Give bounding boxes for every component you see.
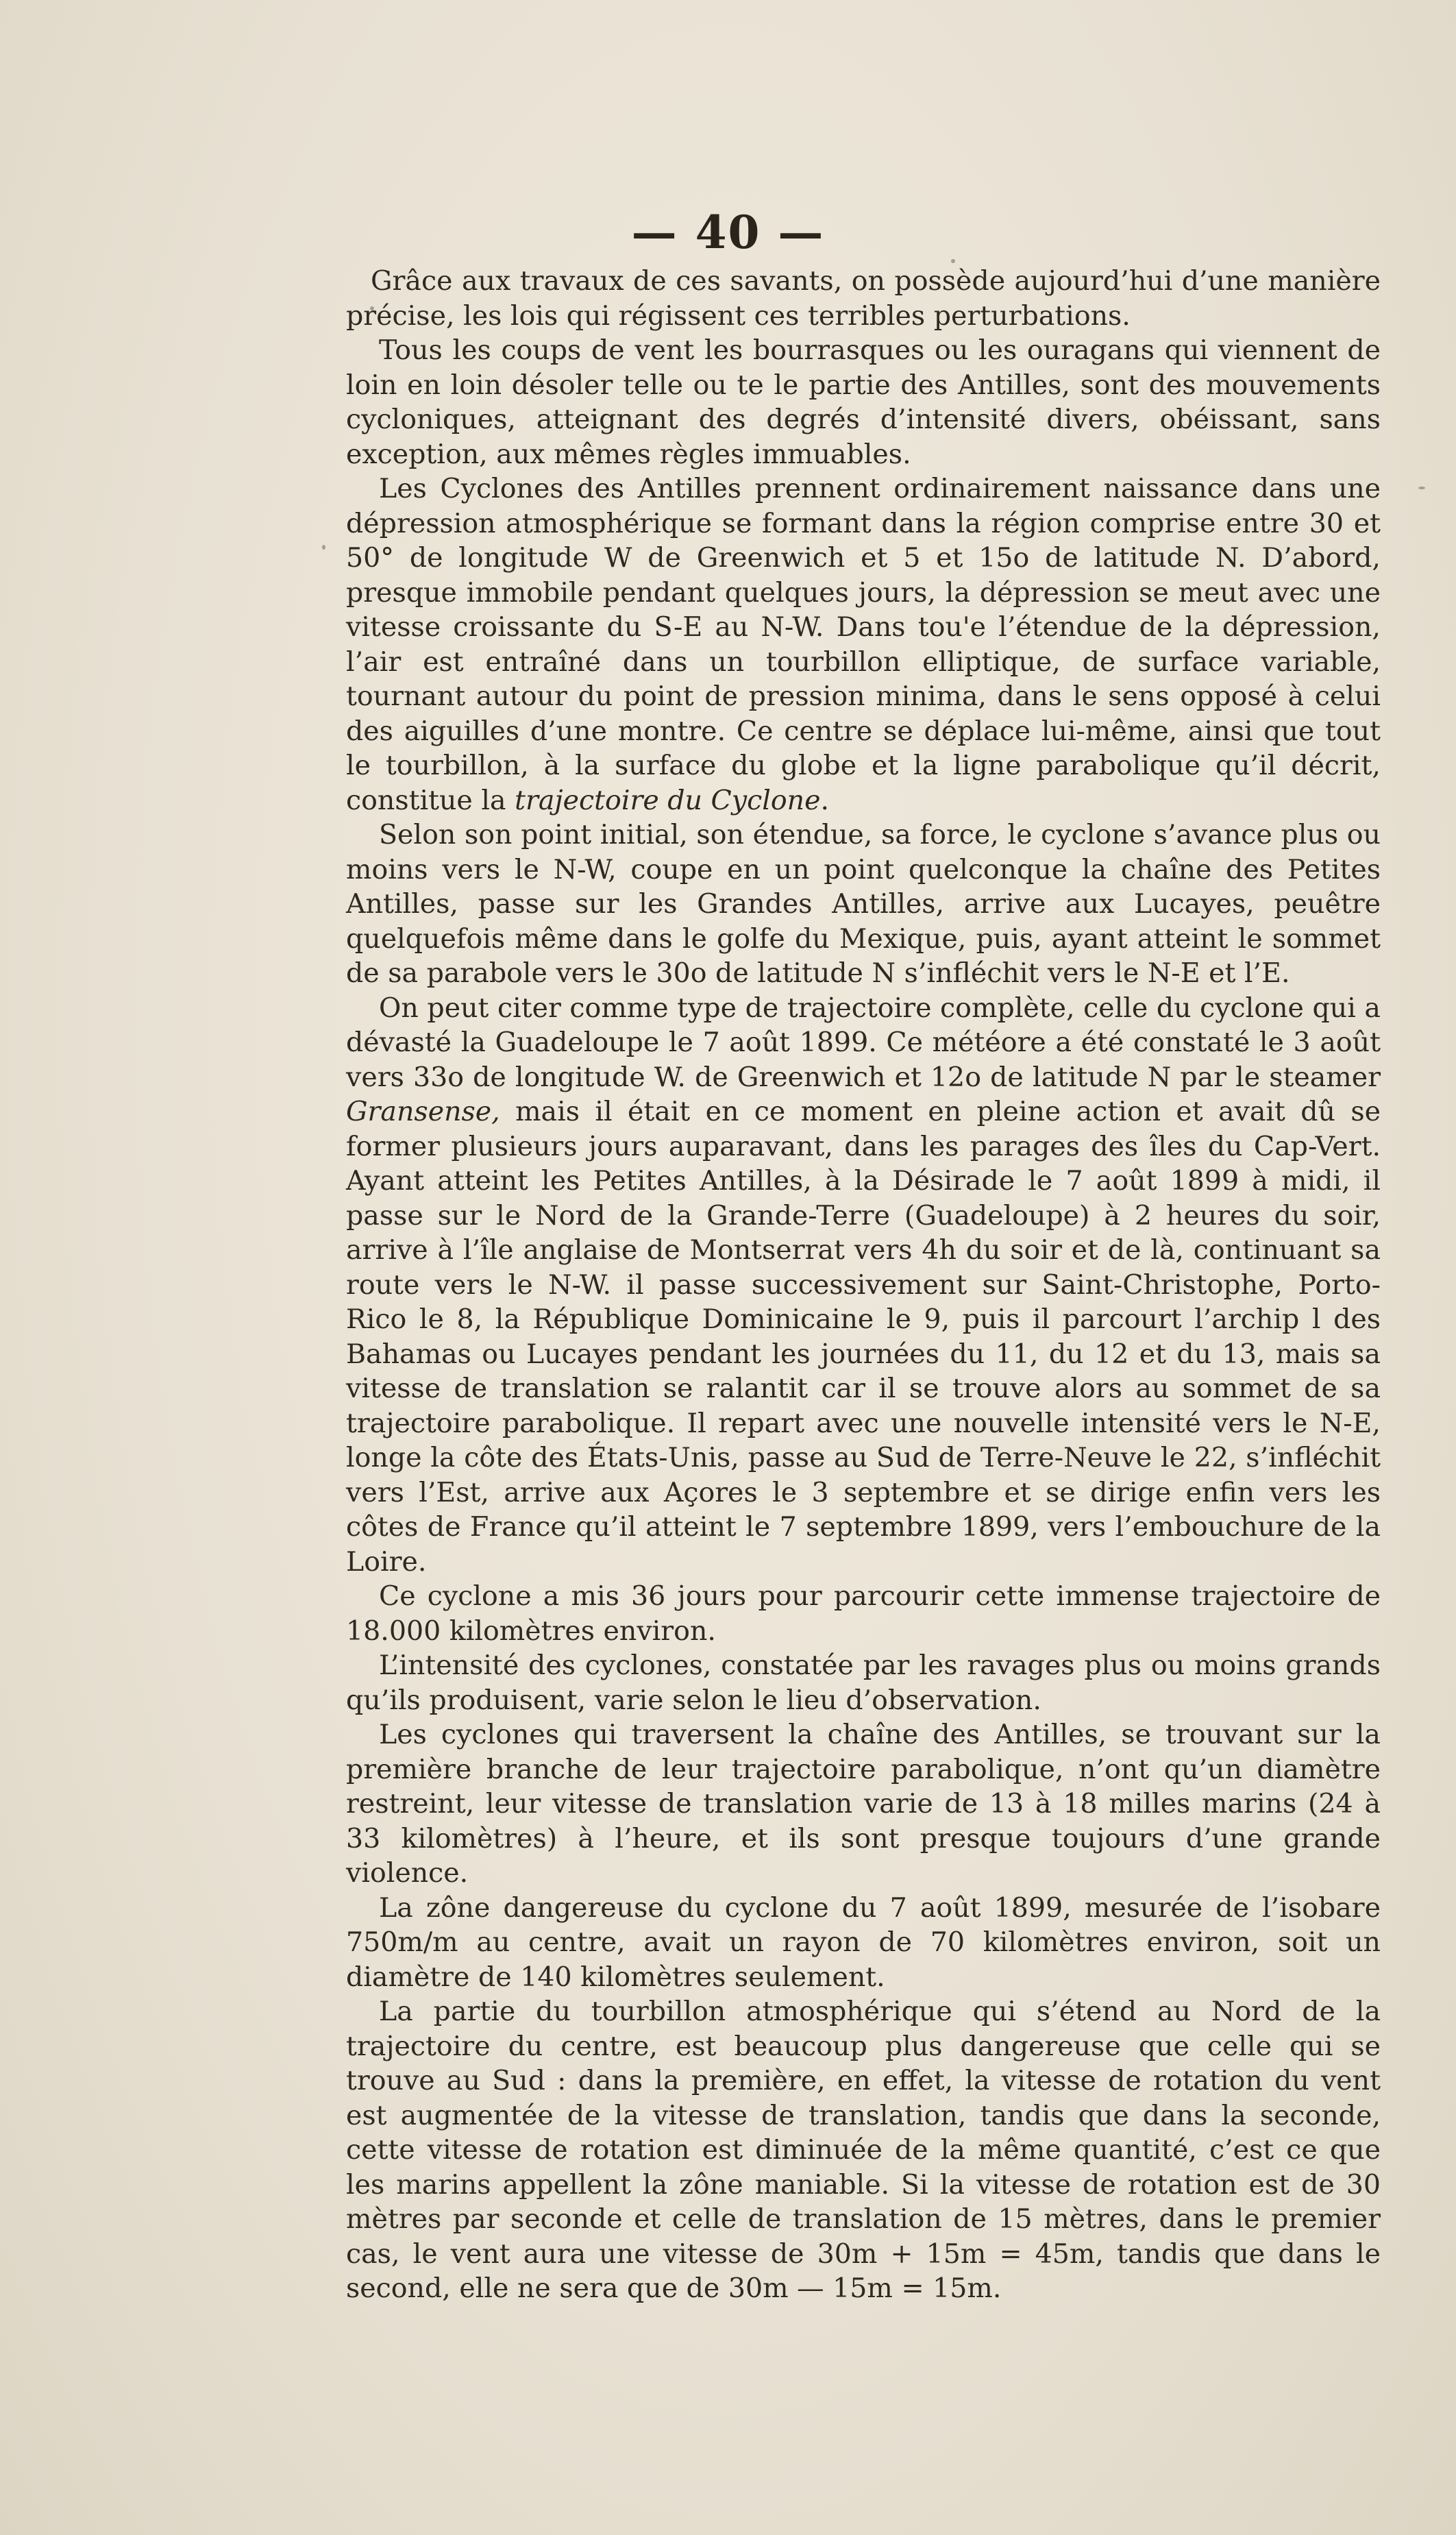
paragraph: Grâce aux travaux de ces savants, on possède aujourd’hui d’une manière précise, les lois qui régissent ces terribles perturbations. <box>346 265 1381 332</box>
paragraph: L’intensité des cyclones, constatée par les ravages plus ou moins grands qu’ils produisent, varie selon le lieu d’observation. <box>346 1650 1381 1716</box>
paragraph-text: mais il était en ce moment en pleine action et avait dû se former plusieurs jours auparavant, dans les parages des îles du Cap-Vert. Ayant atteint les Petites Antilles, à la Désirade le 7 août 1899 à midi, il passe sur le Nord de la Grande-Terre (Guadeloupe) à 2 heures du soir, arrive à l’île anglaise de Montserrat vers 4h du soir et de là, continuant sa route vers le N-W. il passe successivement sur Saint-Christophe, Porto-Rico le 8, la République Dominicaine le 9, puis il parcourt l’archip l des Bahamas ou Lucayes pendant les journées du 11, du 12 et du 13, mais sa vitesse de translation se ralantit car il se trouve alors au sommet de sa trajectoire parabolique. Il repart avec une nouvelle intensité vers le N-E, longe la côte des États-Unis, passe au Sud de Terre-Neuve le 22, s’infléchit vers l’Est, arrive aux Açores le 3 septembre et se dirige enfin vers les côtes de France qu’il atteint le 7 septembre 1899, vers l’embouchure de la Loire. <box>346 1096 1381 1578</box>
ship-name: Gransense, <box>346 1096 500 1127</box>
paragraph: Les cyclones qui traversent la chaîne des Antilles, se trouvant sur la première branche de leur trajectoire parabolique, n’ont qu’un diamètre restreint, leur vitesse de translation varie de 13 à 18 milles marins (24 à 33 kilomètres) à l’heure, et ils sont presque toujours d’une grande violence. <box>346 1719 1381 1889</box>
paragraph: Tous les coups de vent les bourrasques ou les ouragans qui viennent de loin en loin désoler telle ou te le partie des Antilles, sont des mouvements cycloniques, atteignant des degrés d’intensité divers, obéissant, sans exception, aux mêmes règles immuables. <box>346 334 1381 470</box>
paragraph-text: Les Cyclones des Antilles prennent ordinairement naissance dans une dépression atmosphérique se formant dans la région comprise entre 30 et 50° de longitude W de Greenwich et 5 et 15o de latitude N. D’abord, presque immobile pendant quelques jours, la dépression se meut avec une vitesse croissante du S-E au N-W. Dans tou'e l’étendue de la dépression, l’air est entraîné dans un tourbillon elliptique, de surface variable, tournant autour du point de pression minima, dans le sens opposé à celui des aiguilles d’une montre. Ce centre se déplace lui-même, ainsi que tout le tourbillon, à la surface du globe et la ligne parabolique qu’il décrit, constitue la <box>346 473 1381 816</box>
ink-speck <box>1418 487 1425 489</box>
ink-speck <box>951 259 955 263</box>
paragraph: Ce cyclone a mis 36 jours pour parcourir cette immense trajectoire de 18.000 kilomètres environ. <box>346 1580 1381 1647</box>
paragraph-text: On peut citer comme type de trajectoire complète, celle du cyclone qui a dévasté la Guadeloupe le 7 août 1899. Ce météore a été constaté le 3 août vers 33o de longitude W. de Greenwich et 12o de latitude N par le steamer <box>346 992 1381 1093</box>
paragraph: Selon son point initial, son étendue, sa force, le cyclone s’avance plus ou moins vers le N-W, coupe en un point quelconque la chaîne des Petites Antilles, passe sur les Grandes Antilles, arrive aux Lucayes, peuêtre quelquefois même dans le golfe du Mexique, puis, ayant atteint le sommet de sa parabole vers le 30o de latitude N s’infléchit vers le N-E et l’E. <box>346 819 1381 989</box>
paragraph: La partie du tourbillon atmosphérique qui s’étend au Nord de la trajectoire du centre, est beaucoup plus dangereuse que celle qui se trouve au Sud : dans la première, en effet, la vitesse de rotation du vent est augmentée de la vitesse de translation, tandis que dans la seconde, cette vitesse de rotation est diminuée de la même quantité, c’est ce que les marins appellent la zône maniable. Si la vitesse de rotation est de 30 mètres par seconde et celle de translation de 15 mètres, dans le premier cas, le vent aura une vitesse de 30m + 15m = 45m, tandis que dans le second, elle ne sera que de 30m — 15m = 15m. <box>346 1996 1381 2304</box>
body-text <box>346 264 1381 2306</box>
paragraph: Les Cyclones des Antilles prennent ordinairement naissance dans une dépression atmosphérique se formant dans la région comprise entre 30 et 50° de longitude W de Greenwich et 5 et 15o de latitude N. D’abord, presque immobile pendant quelques jours, la dépression se meut avec une vitesse croissante du S-E au N-W. Dans tou'e l’étendue de la dépression, l’air est entraîné dans un tourbillon elliptique, de surface variable, tournant autour du point de pression minima, dans le sens opposé à celui des aiguilles d’une montre. Ce centre se déplace lui-même, ainsi que tout le tourbillon, à la surface du globe et la ligne parabolique qu’il décrit, constitue la trajectoire du Cyclone. <box>346 473 1381 816</box>
ink-speck <box>322 545 325 550</box>
paragraph: La zône dangereuse du cyclone du 7 août 1899, mesurée de l’isobare 750m/m au centre, avait un rayon de 70 kilomètres environ, soit un diamètre de 140 kilomètres seulement. <box>346 1891 1381 1993</box>
paragraph <box>346 991 1381 1580</box>
page-number: — 40 — <box>631 206 825 259</box>
italic-phrase: trajectoire du Cyclone <box>515 784 821 816</box>
